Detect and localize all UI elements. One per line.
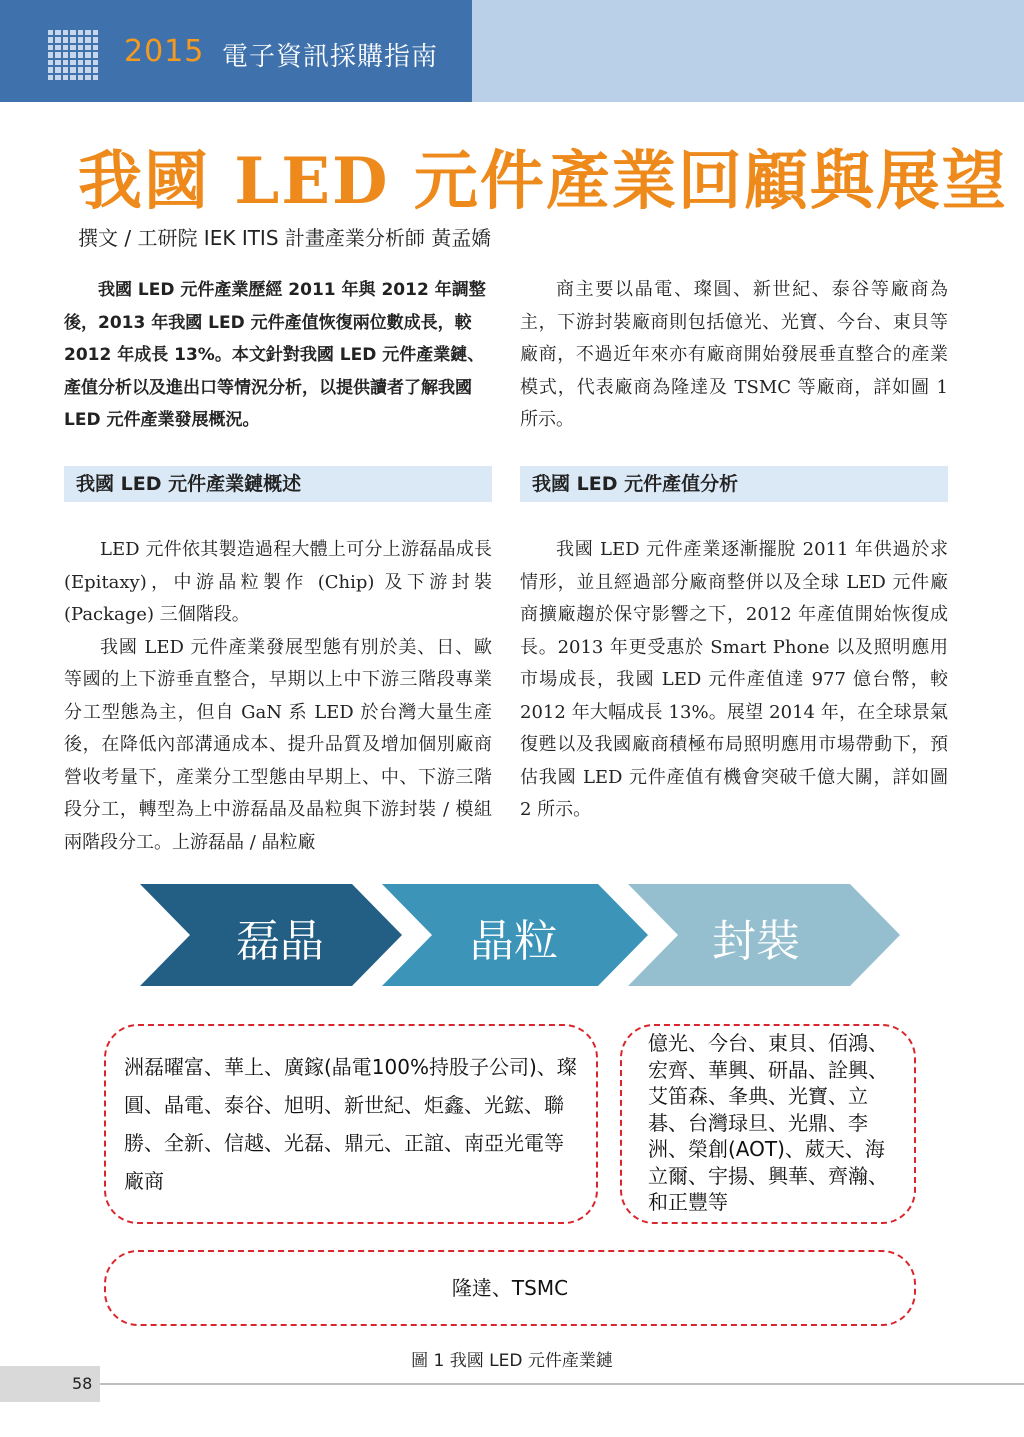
stage-label-epitaxy: 磊晶 — [236, 916, 324, 967]
section-value-body — [520, 534, 948, 827]
downstream-companies-box — [620, 1024, 916, 1224]
footer-divider — [100, 1383, 1024, 1385]
stage-label-chip: 晶粒 — [470, 916, 558, 967]
downstream-companies: 億光、今台、東貝、佰鴻、宏齊、華興、研晶、詮興、艾笛森、夆典、光寶、立碁、台灣琭旦、光鼎、李洲、榮創(AOT)、葳天、海立爾、宇揚、興華、齊瀚、和正豐等 — [648, 1031, 888, 1214]
section-chain-body — [64, 534, 492, 859]
paragraph-continued: 商主要以晶電、璨圓、新世紀、泰谷等廠商為主，下游封裝廠商則包括億光、光寶、今台、東貝等廠商，不過近年來亦有廠商開始發展垂直整合的產業模式，代表廠商為隆達及 TSMC 等廠商，詳如圖 1 所示。 — [520, 279, 948, 430]
byline: 撰文 / 工研院 IEK ITIS 計畫產業分析師 黃孟嬌 — [78, 226, 492, 250]
paragraph: LED 元件依其製造過程大體上可分上游磊晶成長 (Epitaxy)，中游晶粒製作 (Chip) 及下游封裝 (Package) 三個階段。 — [64, 539, 492, 625]
header-year: 2015 — [124, 34, 205, 69]
figure-caption: 圖 1 我國 LED 元件產業鏈 — [411, 1351, 613, 1371]
upstream-companies-box — [104, 1024, 598, 1224]
header-bar-accent — [472, 0, 1024, 102]
paragraph: 我國 LED 元件產業逐漸擺脫 2011 年供過於求情形，並且經過部分廠商整併以及全球 LED 元件廠商擴廠趨於保守影響之下，2012 年產值開始恢復成長。2013 年更受惠於 Smart Phone 以及照明應用市場成長，我國 LED 元件產值達 977 億台幣，較 2012 年大幅成長 13%。展望 2014 年，在全球景氣復甦以及我國廠商積極布局照明應用市場帶動下，預估我國 LED 元件產值有機會突破千億大關，詳如圖 2 所示。 — [520, 539, 948, 820]
publication-title: 電子資訊採購指南 — [222, 42, 439, 72]
paragraph: 我國 LED 元件產業發展型態有別於美、日、歐等國的上下游垂直整合，早期以上中下游三階段專業分工型態為主，但自 GaN 系 LED 於台灣大量生產後，在降低內部溝通成本、提升品質及增加個別廠商營收考量下，產業分工型態由早期上、中、下游三階段分工，轉型為上中游磊晶及晶粒與下游封裝 / 模組兩階段分工。上游磊晶 / 晶粒廠 — [64, 636, 492, 853]
integrated-companies-box — [104, 1250, 916, 1326]
page-number: 58 — [72, 1374, 93, 1393]
article-title: 我國 LED 元件產業回顧與展望 — [78, 144, 1008, 219]
abstract: 我國 LED 元件產業歷經 2011 年與 2012 年調整後，2013 年我國 LED 元件產值恢復兩位數成長，較 2012 年成長 13%。本文針對我國 LED 元件產業鏈、產值分析以及進出口等情況分析，以提供讀者了解我國 LED 元件產業發展概況。 — [64, 280, 486, 430]
upstream-companies: 洲磊曜富、華上、廣鎵(晶電100%持股子公司)、璨圓、晶電、泰谷、旭明、新世紀、炬鑫、光鋐、聯勝、全新、信越、光磊、鼎元、正誼、南亞光電等廠商 — [124, 1055, 577, 1193]
section-heading-chain: 我國 LED 元件產業鏈概述 — [64, 466, 492, 502]
section-heading-value: 我國 LED 元件產值分析 — [520, 466, 948, 502]
integrated-companies: 隆達、TSMC — [451, 1276, 569, 1300]
grid-logo-icon — [48, 30, 98, 80]
stage-label-package: 封裝 — [712, 916, 800, 967]
